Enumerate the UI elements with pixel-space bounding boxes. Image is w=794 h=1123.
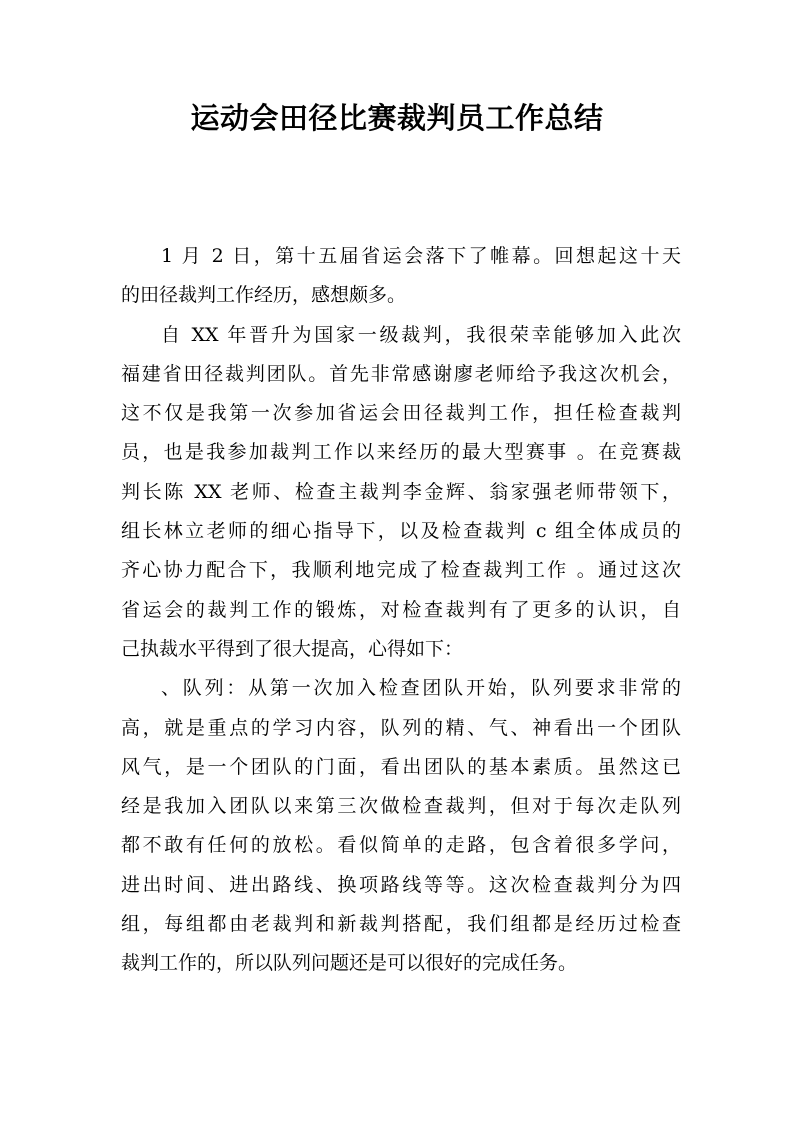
paragraph-line: 省运会的裁判工作的锻炼，对检查裁判有了更多的认识，自 — [121, 598, 681, 621]
paragraph-line: 、队列：从第一次加入检查团队开始，队列要求非常的 — [161, 677, 681, 700]
paragraph-line: 这不仅是我第一次参加省运会田径裁判工作，担任检查裁判 — [121, 402, 681, 425]
paragraph-line: 齐心协力配合下，我顺利地完成了检查裁判工作 。通过这次 — [121, 559, 681, 582]
document-title: 运动会田径比赛裁判员工作总结 — [190, 101, 604, 135]
paragraph-line: 己执裁水平得到了很大提高，心得如下： — [121, 637, 464, 660]
paragraph-line: 裁判工作的，所以队列问题还是可以很好的完成任务。 — [121, 952, 578, 975]
paragraph-line: 经是我加入团队以来第三次做检查裁判，但对于每次走队列 — [121, 795, 681, 818]
paragraph-3 — [121, 669, 681, 983]
paragraph-line: 组，每组都由老裁判和新裁判搭配，我们组都是经历过检查 — [121, 913, 681, 936]
paragraph-1 — [121, 237, 681, 316]
paragraph-line: 福建省田径裁判团队。首先非常感谢廖老师给予我这次机会， — [121, 362, 681, 385]
paragraph-line: 组长林立老师的细心指导下，以及检查裁判 c 组全体成员的 — [121, 520, 681, 543]
paragraph-line: 进出时间、进出路线、换项路线等等。这次检查裁判分为四 — [121, 873, 681, 896]
paragraph-line: 都不敢有任何的放松。看似简单的走路，包含着很多学问， — [121, 834, 681, 857]
paragraph-line: 判长陈 XX 老师、检查主裁判李金辉、翁家强老师带领下， — [121, 480, 681, 503]
paragraph-line: 风气，是一个团队的门面，看出团队的基本素质。虽然这已 — [121, 755, 681, 778]
paragraph-line: 员，也是我参加裁判工作以来经历的最大型赛事 。在竞赛裁 — [121, 441, 681, 464]
paragraph-line: 自 XX 年晋升为国家一级裁判，我很荣幸能够加入此次 — [161, 323, 681, 346]
paragraph-line: 的田径裁判工作经历，感想颇多。 — [121, 284, 407, 307]
document-body — [121, 237, 681, 984]
paragraph-line: 高，就是重点的学习内容，队列的精、气、神看出一个团队 — [121, 716, 681, 739]
paragraph-line: 1 月 2 日，第十五届省运会落下了帷幕。回想起这十天 — [161, 245, 681, 267]
paragraph-2 — [121, 316, 681, 670]
